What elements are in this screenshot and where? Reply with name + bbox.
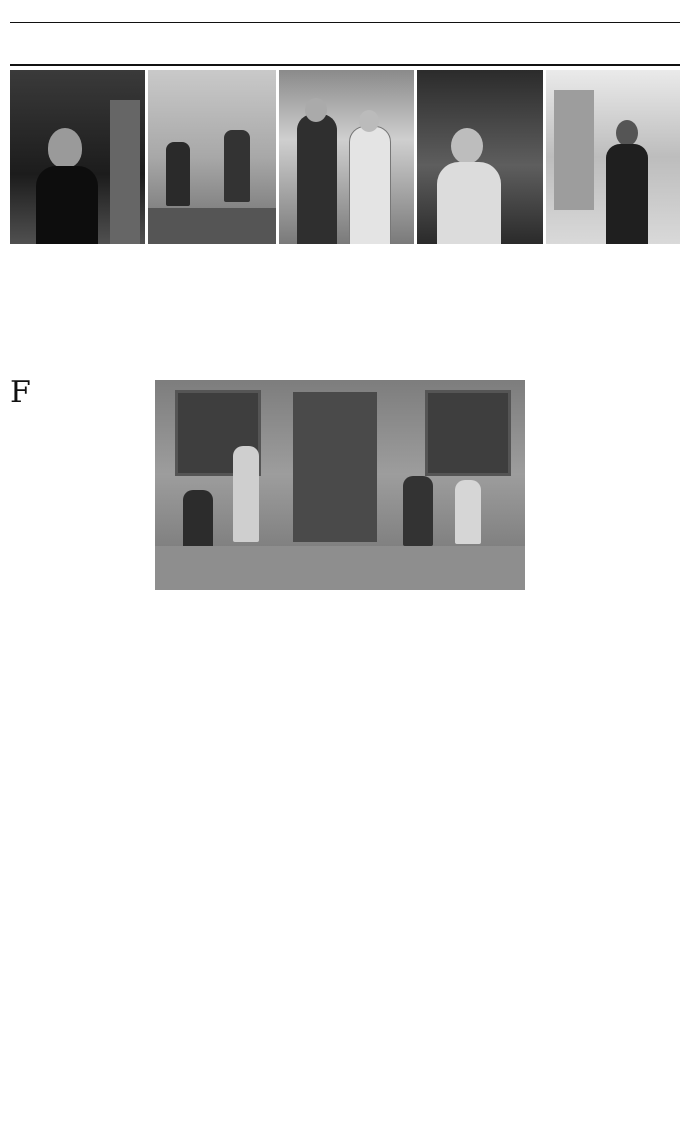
- article-column-4: [530, 378, 680, 1089]
- photo-leading-actors: [279, 70, 414, 244]
- main-photo-circling-granary: [155, 380, 525, 590]
- photo-ning-susu: [417, 70, 543, 244]
- drop-cap: F: [10, 378, 31, 410]
- photo-fei-wenqian: [10, 70, 145, 244]
- masthead: [10, 7, 680, 21]
- article-column-1: [10, 378, 148, 1104]
- article-column-3: [281, 722, 521, 1104]
- photo-ning-feng-tilling: [148, 70, 276, 244]
- pull-quote: [281, 609, 403, 715]
- photo-ou-hao: [546, 70, 680, 244]
- article-column-2: [155, 611, 273, 1104]
